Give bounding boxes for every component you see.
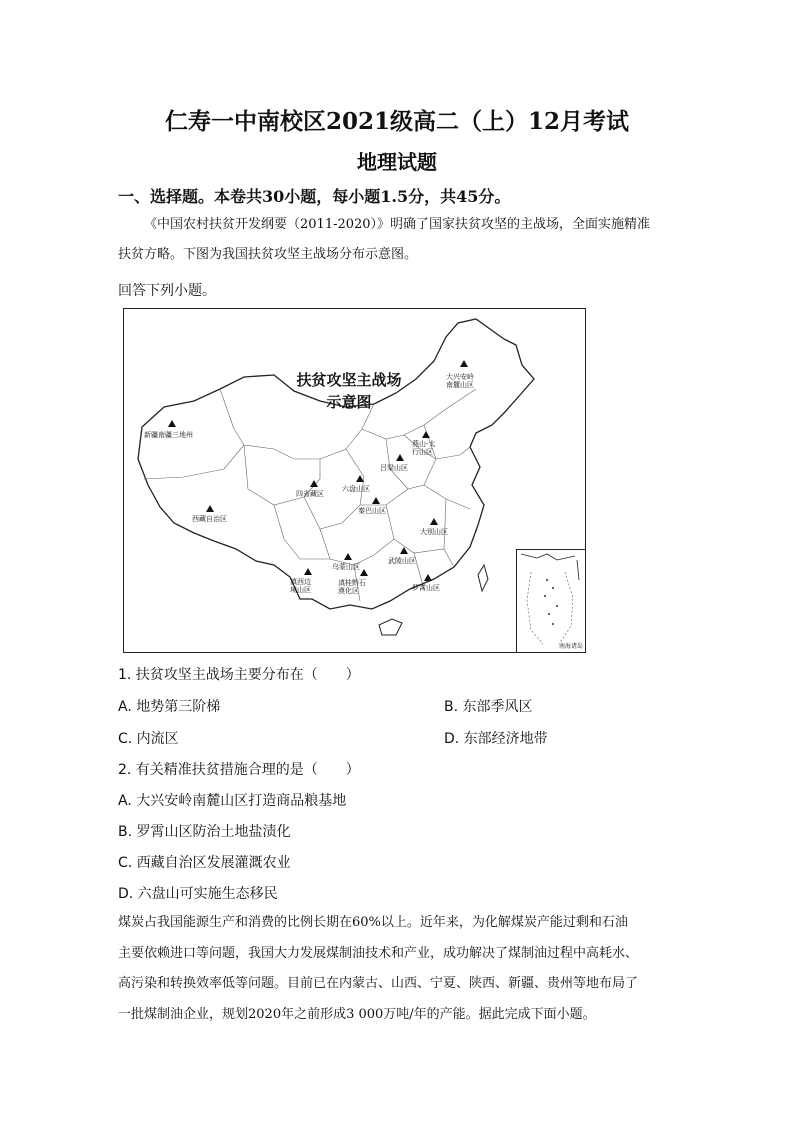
q2-option-a[interactable]: A. 大兴安岭南麓山区打造商品粮基地 <box>118 793 347 809</box>
inset-map <box>517 550 585 652</box>
passage-2-line-1: 煤炭占我国能源生产和消费的比例长期在60%以上。近年来，为化解煤炭产能过剩和石油 <box>118 915 628 930</box>
instruction: 回答下列小题。 <box>118 283 216 299</box>
label-xinjiang-nanjiang: 新疆南疆三地州 <box>144 431 193 439</box>
hainan-island <box>379 619 402 635</box>
passage-1 <box>118 210 678 270</box>
label-dianxi: 滇西边境山区 <box>290 578 311 594</box>
label-wuling: 武陵山区 <box>388 557 416 565</box>
label-wumeng: 乌蒙山区 <box>332 563 360 571</box>
label-daxinganling: 大兴安岭南麓山区 <box>446 373 474 389</box>
exam-subtitle: 地理试题 <box>357 150 437 174</box>
map-title-line-1: 扶贫攻坚主战场 <box>296 371 402 389</box>
q1-option-b[interactable]: B. 东部季风区 <box>444 699 533 715</box>
section-heading: 一、选择题。本卷共30小题，每小题1.5分，共45分。 <box>118 187 511 206</box>
label-dianguiqian: 滇桂黔石漠化区 <box>338 579 366 595</box>
passage-2-line-3: 高污染和转换效率低等问题。目前已在内蒙古、山西、宁夏、陕西、新疆、贵州等地布局了 <box>118 976 639 991</box>
label-sisheng-zangqu: 四省藏区 <box>296 490 324 498</box>
q2-option-d[interactable]: D. 六盘山可实施生态移民 <box>118 886 278 902</box>
question-1-stem: 1. 扶贫攻坚主战场主要分布在（ ） <box>118 667 360 683</box>
map-title-line-2: 示意图 <box>326 393 372 411</box>
passage-1-line-1: 《中国农村扶贫开发纲要（2011-2020）》明确了国家扶贫攻坚的主战场，全面实施精准 <box>144 217 651 232</box>
label-luoxiao: 罗霄山区 <box>412 584 440 592</box>
q1-option-d[interactable]: D. 东部经济地带 <box>444 731 548 747</box>
map-title <box>274 369 424 413</box>
label-yanshan-taihang: 燕山-太行山区 <box>412 440 436 456</box>
taiwan-island <box>478 565 488 591</box>
exam-title: 仁寿一中南校区2021级高二（上）12月考试 <box>164 108 630 135</box>
passage-2-line-4: 一批煤制油企业，规划2020年之前形成3 000万吨/年的产能。据此完成下面小题。 <box>118 1006 596 1022</box>
q2-option-b[interactable]: B. 罗霄山区防治土地盐渍化 <box>118 824 291 840</box>
label-liupanshan: 六盘山区 <box>342 485 370 493</box>
label-dabieshan: 大别山区 <box>420 528 448 536</box>
label-lvliang: 吕梁山区 <box>380 464 408 472</box>
label-xizang: 西藏自治区 <box>192 515 227 523</box>
south-china-sea-inset <box>516 549 586 653</box>
passage-2 <box>118 908 678 1030</box>
inset-label: 南海诸岛 <box>558 643 583 650</box>
label-qinba: 秦巴山区 <box>358 507 386 515</box>
q2-option-c[interactable]: C. 西藏自治区发展灌溉农业 <box>118 855 291 871</box>
passage-1-line-2: 扶贫方略。下图为我国扶贫攻坚主战场分布示意图。 <box>118 247 418 262</box>
q1-option-a[interactable]: A. 地势第三阶梯 <box>118 699 221 715</box>
passage-2-line-2: 主要依赖进口等问题，我国大力发展煤制油技术和产业，成功解决了煤制油过程中高耗水、 <box>118 945 639 961</box>
question-2-stem: 2. 有关精准扶贫措施合理的是（ ） <box>118 762 360 778</box>
poverty-map <box>123 308 586 653</box>
q1-option-c[interactable]: C. 内流区 <box>118 731 179 747</box>
